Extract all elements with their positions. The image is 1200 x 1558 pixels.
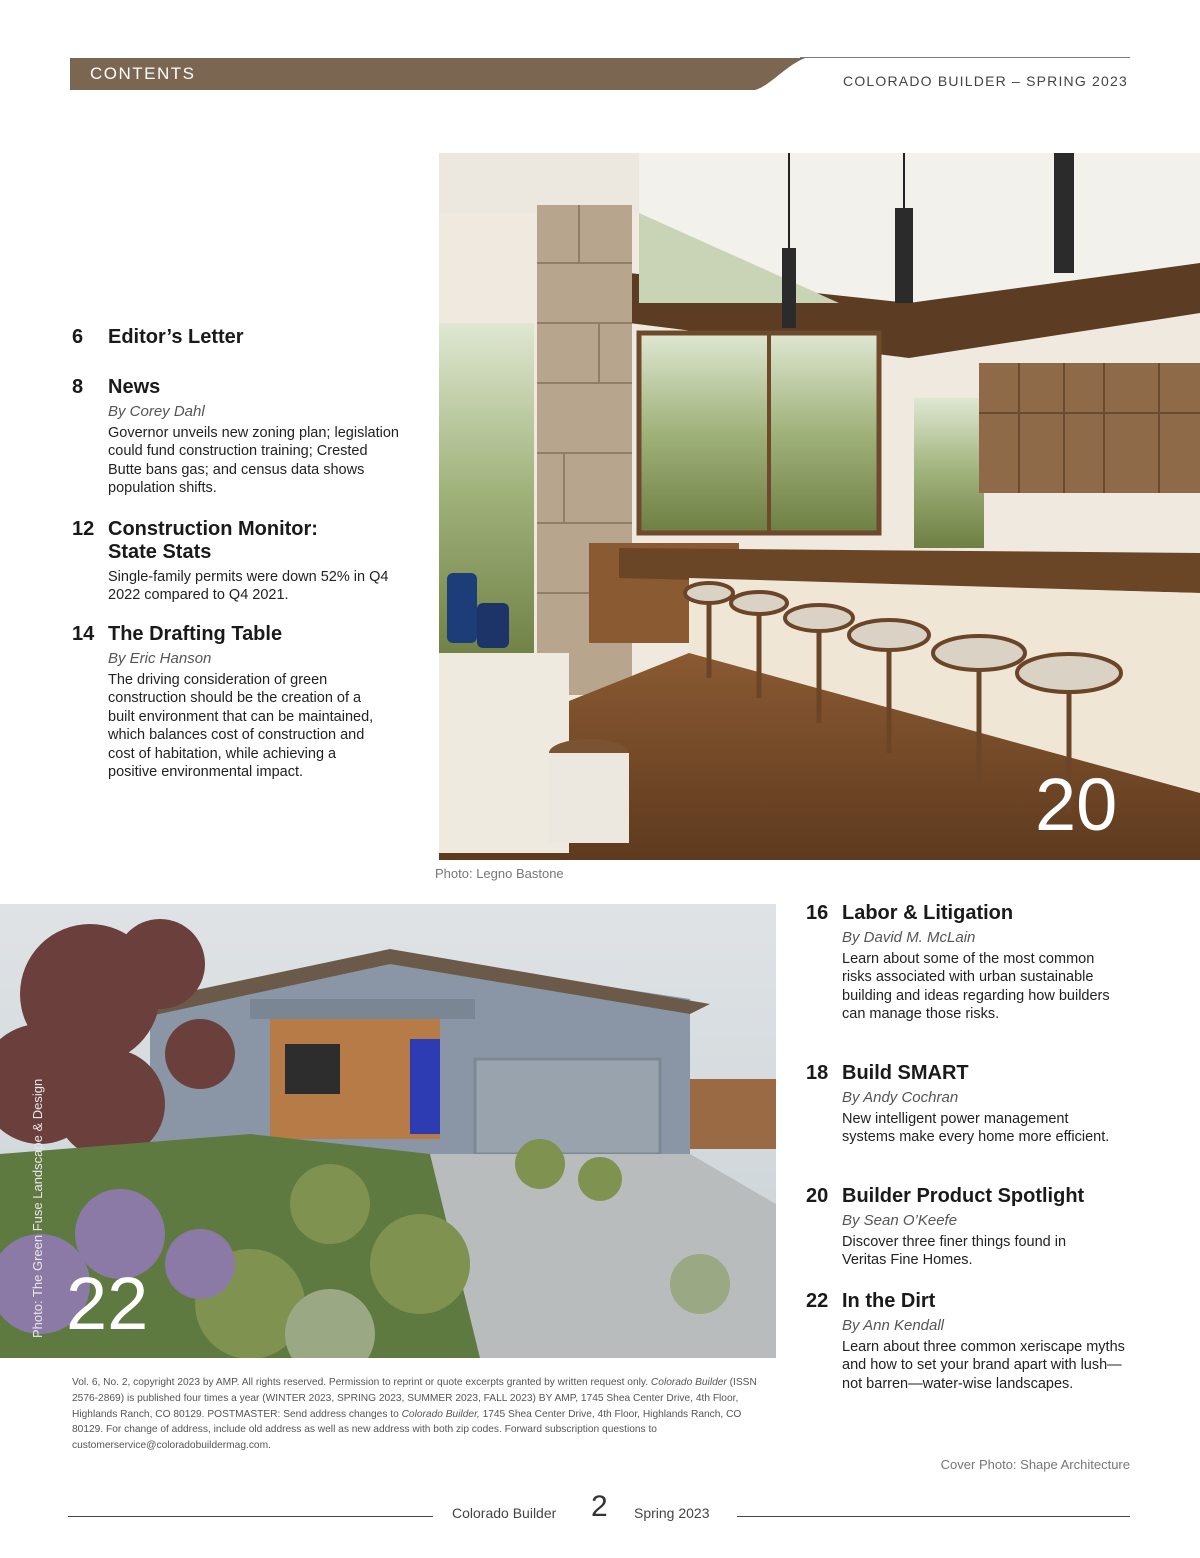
legal-magazine-name: Colorado Builder bbox=[650, 1377, 727, 1388]
toc-title: Builder Product Spotlight bbox=[842, 1185, 1085, 1207]
section-label: CONTENTS bbox=[90, 64, 196, 83]
toc-title: Labor & Litigation bbox=[842, 902, 1014, 924]
cover-photo-credit: Cover Photo: Shape Architecture bbox=[940, 1457, 1130, 1472]
footer-magazine-name: Colorado Builder bbox=[452, 1505, 557, 1521]
toc-title: The Drafting Table bbox=[108, 623, 283, 645]
toc-title: Editor’s Letter bbox=[108, 326, 244, 348]
toc-description: Governor unveils new zoning plan; legislation could fund construction training; Crested Butte bans gas; and census data shows population shifts. bbox=[108, 425, 399, 497]
toc-page-number: 18 bbox=[806, 1062, 829, 1084]
kitchen-photo bbox=[439, 153, 1200, 860]
toc-item-builder-product-spotlight[interactable] bbox=[806, 1185, 1136, 1270]
kitchen-illustration bbox=[439, 153, 1200, 860]
toc-page-number: 22 bbox=[806, 1290, 829, 1312]
toc-author: By David M. McLain bbox=[842, 929, 976, 946]
toc-author: By Corey Dahl bbox=[108, 403, 205, 420]
photo-credit-bottom: Photo: The Green Fuse Landscape & Design bbox=[30, 1078, 45, 1338]
legal-line-1: Vol. 6, No. 2, copyright 2023 by AMP. All rights reserved. Permission to reprint or quote excerpts granted by written request only. bbox=[72, 1377, 649, 1388]
publication-title: COLORADO BUILDER – SPRING 2023 bbox=[843, 73, 1128, 89]
toc-title: News bbox=[108, 376, 161, 398]
legal-line-3: 1745 Shea Center Drive, 4th Floor, Highlands Ranch, CO 80129. For change of address, include old address as well as new address with both zip codes. Forward subscription questions to customerservice@coloradobuildermag.com. bbox=[72, 1408, 742, 1452]
toc-item-in-the-dirt[interactable] bbox=[806, 1290, 1136, 1393]
toc-description: Learn about some of the most common risks associated with urban sustainable building and ideas regarding how builders can manage those risks. bbox=[842, 951, 1110, 1023]
toc-page-number: 12 bbox=[72, 518, 95, 540]
legal-notice bbox=[72, 1375, 762, 1454]
toc-item-drafting-table[interactable] bbox=[72, 623, 402, 781]
header-rule bbox=[800, 57, 1130, 58]
toc-author: By Andy Cochran bbox=[842, 1089, 959, 1106]
toc-author: By Eric Hanson bbox=[108, 650, 212, 667]
footer-rule-left bbox=[68, 1516, 433, 1517]
feature-page-number-20: 20 bbox=[1035, 763, 1118, 846]
toc-title: Build SMART bbox=[842, 1062, 969, 1084]
footer-rule-right bbox=[737, 1516, 1130, 1517]
toc-title: In the Dirt bbox=[842, 1290, 936, 1312]
toc-title: Construction Monitor: State Stats bbox=[108, 518, 318, 563]
toc-description: Learn about three common xeriscape myths and how to set your brand apart with lush—not barren—water-wise landscapes. bbox=[842, 1339, 1125, 1392]
toc-item-editors-letter[interactable] bbox=[72, 326, 402, 349]
toc-description: The driving consideration of green construction should be the creation of a built environment that can be maintained, which balances cost of construction and cost of habitation, while achieving a positive environmental impact. bbox=[108, 672, 374, 781]
toc-description: Discover three finer things found in Veritas Fine Homes. bbox=[842, 1234, 1067, 1269]
toc-author: By Sean O’Keefe bbox=[842, 1212, 958, 1229]
footer-page-number: 2 bbox=[591, 1490, 608, 1523]
toc-page-number: 14 bbox=[72, 623, 95, 645]
toc-page-number: 6 bbox=[72, 326, 84, 348]
footer-issue: Spring 2023 bbox=[634, 1505, 710, 1521]
toc-author: By Ann Kendall bbox=[842, 1317, 945, 1334]
toc-description: New intelligent power management systems make every home more efficient. bbox=[842, 1111, 1110, 1146]
legal-line-2: (ISSN 2576-2869) is published four times a year (WINTER 2023, SPRING 2023, SUMMER 2023, FALL 2023) BY AMP, 1745 Shea Center Drive, 4th Floor, Highlands Ranch, CO 80129. POSTMASTER: Send address changes to bbox=[72, 1377, 757, 1420]
photo-credit-top: Photo: Legno Bastone bbox=[435, 866, 564, 881]
toc-item-build-smart[interactable] bbox=[806, 1062, 1136, 1147]
legal-magazine-name-2: Colorado Builder, bbox=[401, 1408, 480, 1420]
toc-page-number: 16 bbox=[806, 902, 829, 924]
toc-description: Single-family permits were down 52% in Q4 2022 compared to Q4 2021. bbox=[108, 569, 389, 604]
feature-page-number-22: 22 bbox=[66, 1262, 149, 1345]
toc-item-labor-litigation[interactable] bbox=[806, 902, 1136, 1024]
toc-item-news[interactable] bbox=[72, 376, 402, 498]
toc-page-number: 20 bbox=[806, 1185, 829, 1207]
toc-page-number: 8 bbox=[72, 376, 84, 398]
toc-item-construction-monitor[interactable] bbox=[72, 518, 402, 605]
